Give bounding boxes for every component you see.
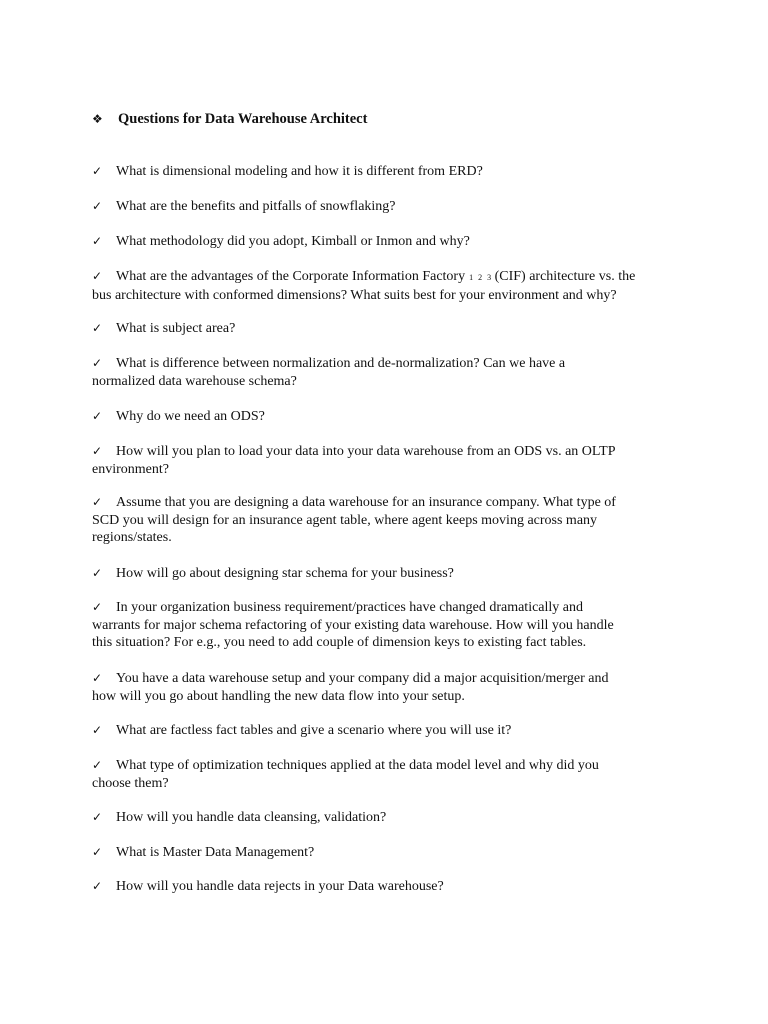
question-item <box>92 494 692 547</box>
question-text: this situation? For e.g., you need to add couple of dimension keys to existing fact tables. <box>92 635 587 650</box>
question-text: how will you go about handling the new data flow into your setup. <box>92 688 465 704</box>
question-text: What are the advantages of the Corporate Information Factory <box>116 269 466 284</box>
question-text: What is dimensional modeling and how it is different from ERD? <box>116 164 483 179</box>
checkmark-icon: ✓ <box>92 199 103 213</box>
question-text: What is Master Data Management? <box>116 845 315 860</box>
section-heading <box>92 109 692 129</box>
question-text: What is difference between normalization and de-normalization? Can we have a <box>116 356 566 371</box>
question-text: SCD you will design for an insurance agent table, where agent keeps moving across many <box>92 512 598 528</box>
question-text: Why do we need an ODS? <box>116 409 265 424</box>
question-item <box>92 408 692 426</box>
checkmark-icon: ✓ <box>92 356 103 370</box>
question-text: Assume that you are designing a data warehouse for an insurance company. What type of <box>116 495 616 510</box>
question-text: You have a data warehouse setup and your company did a major acquisition/merger and <box>116 671 609 686</box>
question-item <box>92 320 692 338</box>
checkmark-icon: ✓ <box>92 269 103 283</box>
footnote-refs: 1 2 3 <box>469 273 493 282</box>
heading-title: Questions for Data Warehouse Architect <box>118 111 368 127</box>
question-item <box>92 599 692 652</box>
question-text: choose them? <box>92 775 169 791</box>
diamond-bullet-icon: ❖ <box>92 112 103 126</box>
question-text: In your organization business requirement/practices have changed dramatically and <box>116 600 584 615</box>
checkmark-icon: ✓ <box>92 671 103 685</box>
question-item <box>92 878 692 896</box>
question-text: How will go about designing star schema for your business? <box>116 566 454 581</box>
question-item <box>92 809 692 827</box>
question-item <box>92 757 692 792</box>
question-text: What methodology did you adopt, Kimball or Inmon and why? <box>116 234 470 249</box>
question-item <box>92 670 692 705</box>
question-item <box>92 443 692 478</box>
question-item <box>92 722 692 740</box>
question-item <box>92 565 692 583</box>
question-text: warrants for major schema refactoring of your existing data warehouse. How will you handle <box>92 617 614 633</box>
checkmark-icon: ✓ <box>92 879 103 893</box>
question-item <box>92 233 692 251</box>
checkmark-icon: ✓ <box>92 409 103 423</box>
checkmark-icon: ✓ <box>92 845 103 859</box>
question-text: environment? <box>92 461 169 477</box>
question-text: normalized data warehouse schema? <box>92 373 297 389</box>
checkmark-icon: ✓ <box>92 566 103 580</box>
question-item <box>92 198 692 216</box>
checkmark-icon: ✓ <box>92 600 103 614</box>
checkmark-icon: ✓ <box>92 321 103 335</box>
question-text: How will you handle data cleansing, validation? <box>116 810 387 825</box>
question-text: What type of optimization techniques applied at the data model level and why did you <box>116 758 599 773</box>
question-text: What are factless fact tables and give a scenario where you will use it? <box>116 723 512 738</box>
question-text: bus architecture with conformed dimensions? What suits best for your environment and why? <box>92 287 617 303</box>
question-item <box>92 268 692 304</box>
question-item <box>92 163 692 181</box>
question-text: What is subject area? <box>116 321 236 336</box>
question-item <box>92 844 692 862</box>
question-text: How will you plan to load your data into your data warehouse from an ODS vs. an OLTP <box>116 444 616 459</box>
question-text: regions/states. <box>92 530 172 545</box>
checkmark-icon: ✓ <box>92 495 103 509</box>
question-text: How will you handle data rejects in your Data warehouse? <box>116 879 444 894</box>
checkmark-icon: ✓ <box>92 444 103 458</box>
checkmark-icon: ✓ <box>92 723 103 737</box>
checkmark-icon: ✓ <box>92 164 103 178</box>
checkmark-icon: ✓ <box>92 758 103 772</box>
question-item <box>92 355 692 390</box>
checkmark-icon: ✓ <box>92 810 103 824</box>
question-text: What are the benefits and pitfalls of snowflaking? <box>116 199 396 214</box>
checkmark-icon: ✓ <box>92 234 103 248</box>
question-text: (CIF) architecture vs. the <box>494 269 636 284</box>
